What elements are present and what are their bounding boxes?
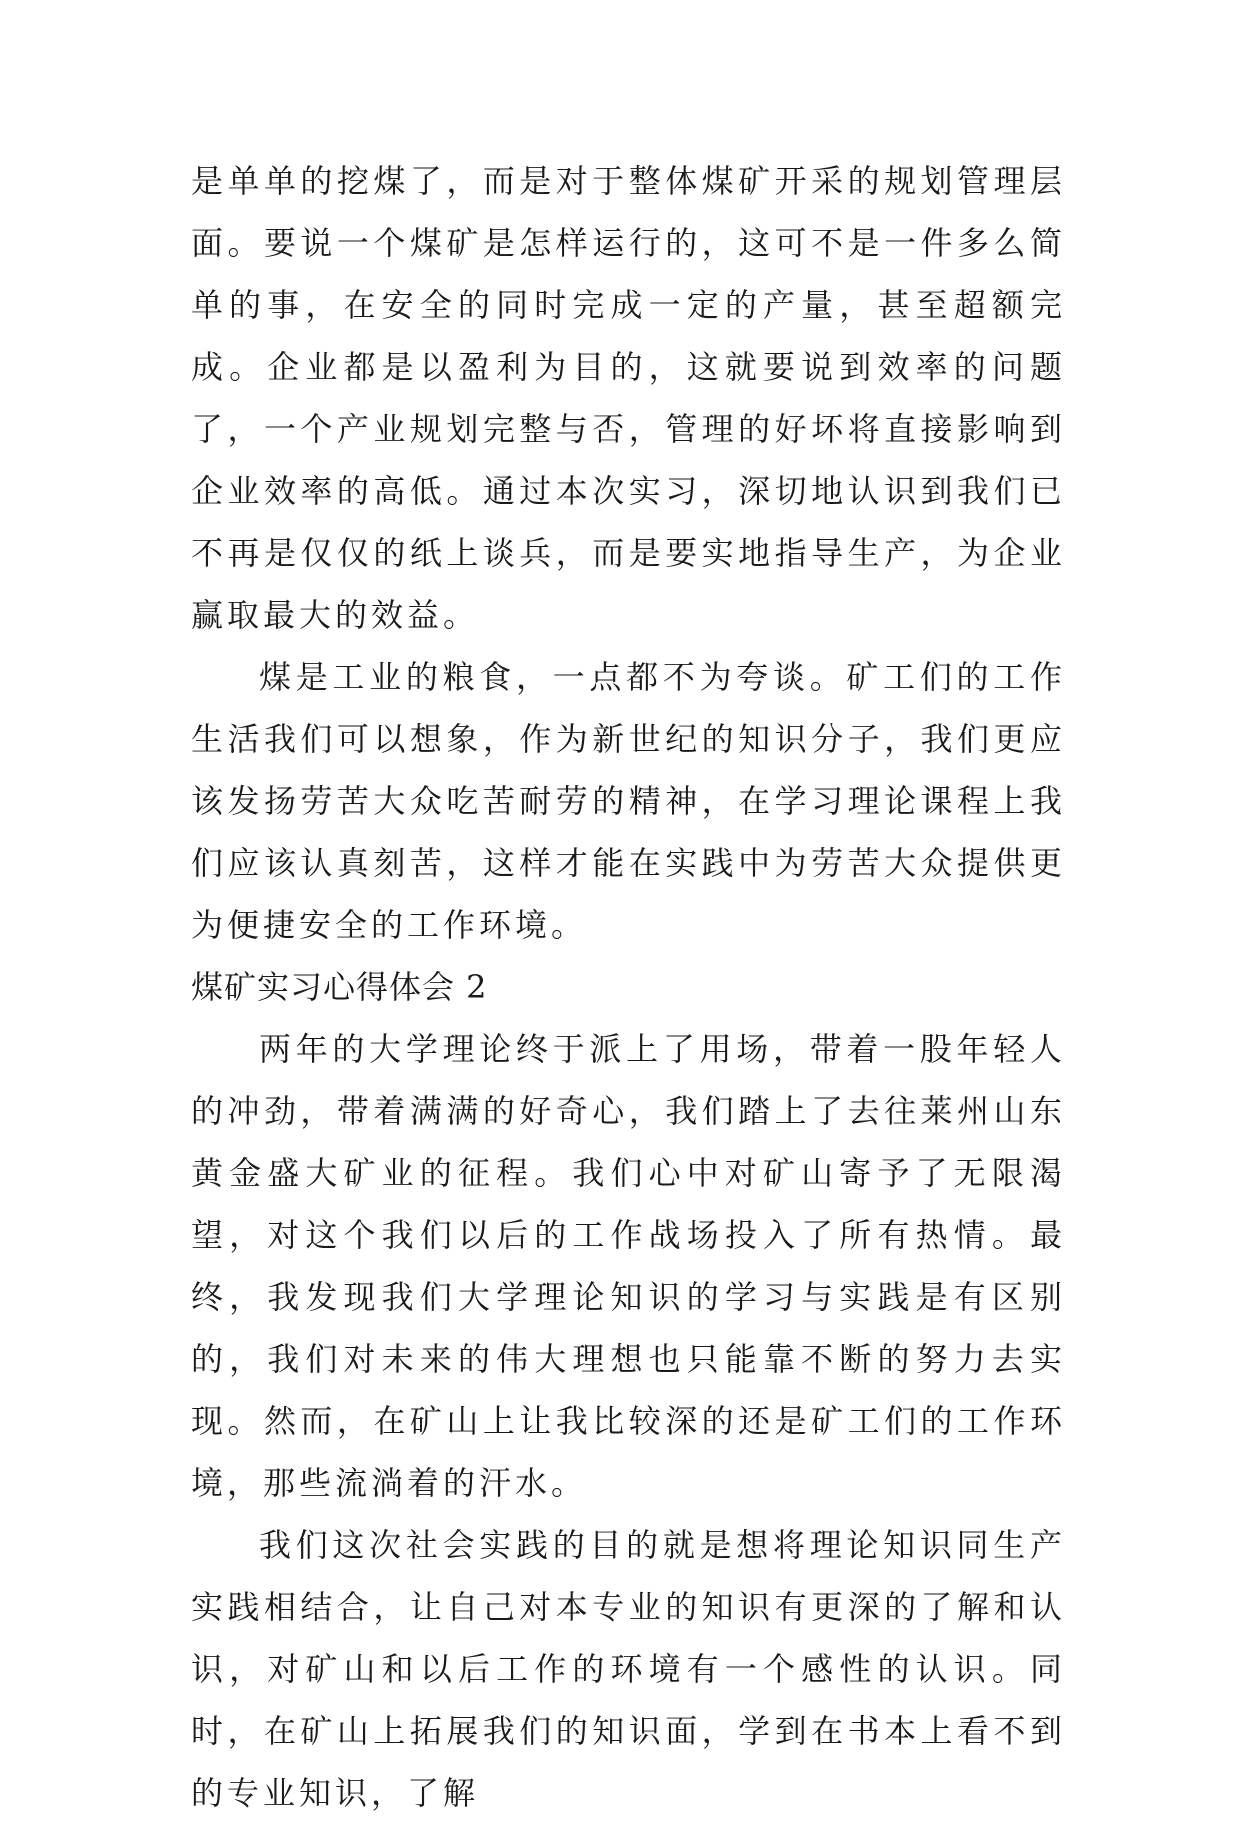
paragraph-4: 我们这次社会实践的目的就是想将理论知识同生产实践相结合，让自己对本专业的知识有更深的了解和认识，对矿山和以后工作的环境有一个感性的认识。同时，在矿山上拓展我们的知识面，学到在书本上看不到的专业知识，了解 (191, 1526, 1066, 1812)
paragraph-2: 煤是工业的粮食，一点都不为夸谈。矿工们的工作生活我们可以想象，作为新世纪的知识分子，我们更应该发扬劳苦大众吃苦耐劳的精神，在学习理论课程上我们应该认真刻苦，这样才能在实践中为劳苦大众提供更为便捷安全的工作环境。 (191, 658, 1066, 944)
document-body (191, 150, 1066, 1824)
section-heading: 煤矿实习心得体会 2 (191, 968, 488, 1006)
paragraph-1: 是单单的挖煤了，而是对于整体煤矿开采的规划管理层面。要说一个煤矿是怎样运行的，这可不是一件多么简单的事，在安全的同时完成一定的产量，甚至超额完成。企业都是以盈利为目的，这就要说到效率的问题了，一个产业规划完整与否，管理的好坏将直接影响到企业效率的高低。通过本次实习，深切地认识到我们已不再是仅仅的纸上谈兵，而是要实地指导生产，为企业赢取最大的效益。 (191, 162, 1066, 634)
paragraph-3: 两年的大学理论终于派上了用场，带着一股年轻人的冲劲，带着满满的好奇心，我们踏上了去往莱州山东黄金盛大矿业的征程。我们心中对矿山寄予了无限渴望，对这个我们以后的工作战场投入了所有热情。最终，我发现我们大学理论知识的学习与实践是有区别的，我们对未来的伟大理想也只能靠不断的努力去实现。然而，在矿山上让我比较深的还是矿工们的工作环境，那些流淌着的汗水。 (191, 1030, 1066, 1502)
